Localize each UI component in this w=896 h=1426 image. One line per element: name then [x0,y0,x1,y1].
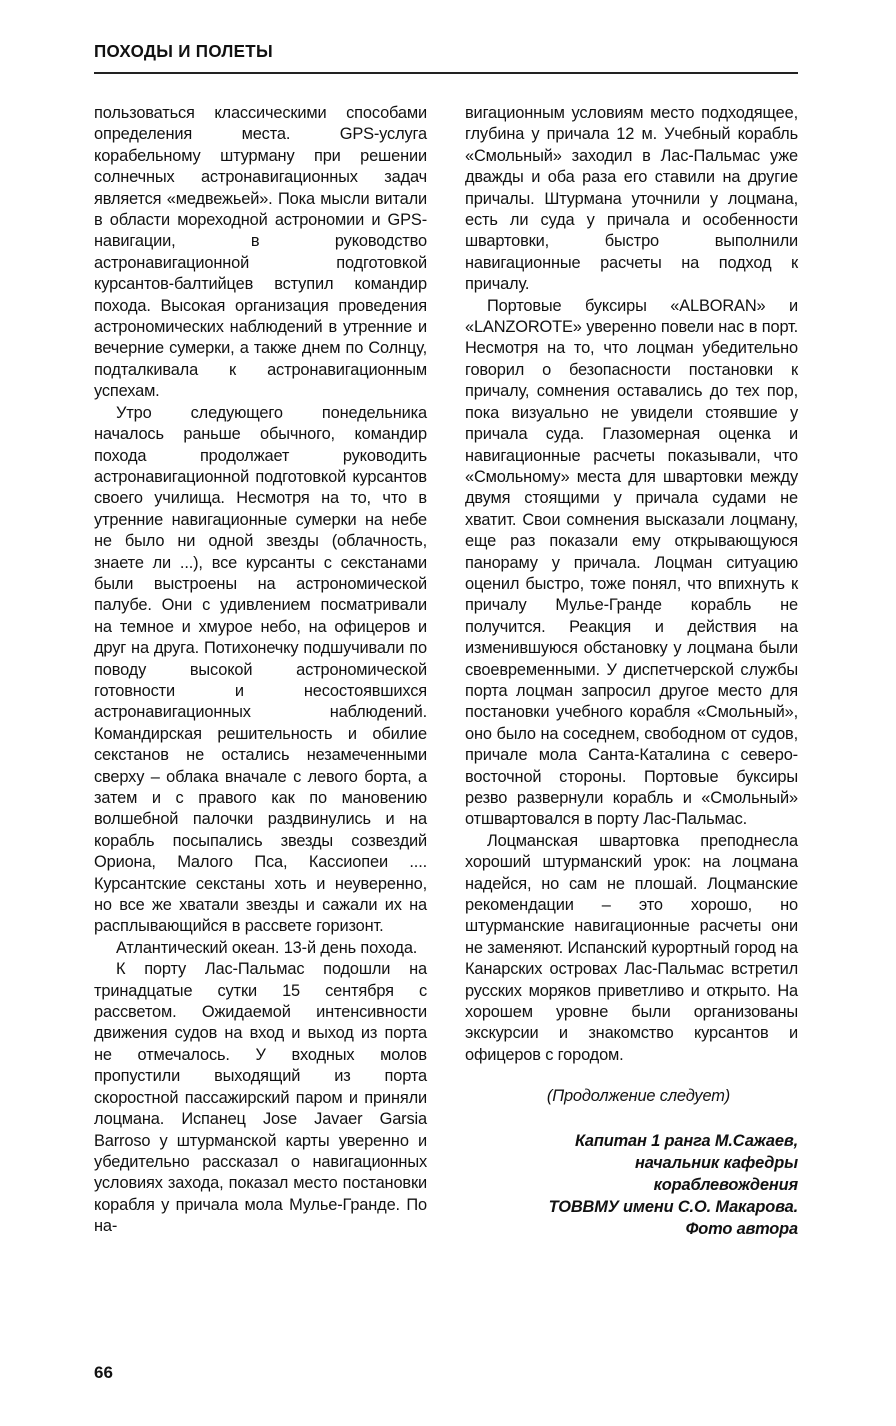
page-number: 66 [94,1363,113,1382]
section-title: ПОХОДЫ И ПОЛЕТЫ [94,41,273,62]
signature-line: Фото автора [685,1219,798,1238]
left-column [94,103,427,1238]
signature-line: начальник кафедры [635,1153,798,1172]
signature-line: кораблевождения [653,1175,798,1194]
paragraph: Лоцманская швартовка преподнесла хороший штурманский урок: на лоцмана надейся, но сам не плошай. Лоцманские рекомендации – это хорошо, но штурманские навигационные расчеты они не заменяют. Испанский курортный город на Канарских островах Лас-Пальмас встретил русских моряков приветливо и открыто. На хорошем уровне были организованы экскурсии и знакомство курсантов и офицеров с городом. [465,831,798,1064]
paragraph: вигационным условиям место подходящее, глубина у причала 12 м. Учебный корабль «Смольный» заходил в Лас-Пальмас уже дважды и оба раза его ставили на другие причалы. Штурмана уточнили у лоцмана, есть ли суда у причала и особенности швартовки, быстро выполнили навигационные расчеты на подход к причалу. [465,104,798,294]
paragraph: Атлантический океан. 13-й день похода. [116,938,418,957]
paragraph: пользоваться классическими способами определения места. GPS-услуга корабельному штурману при решении солнечных астронавигационных задач является «медвежьей». Пока мысли витали в области мореходной астрономии и GPS-навигации, в руководство астронавигационной подготовкой курсантов-балтийцев вступил командир похода. Высокая организация проведения астрономических наблюдений в утренние и вечерние сумерки, а также днем по Солнцу, подталкивала к астронавигационным успехам. [94,104,427,401]
paragraph: Портовые буксиры «ALBORAN» и «LANZOROTE» уверенно повели нас в порт. Несмотря на то, что лоцман убедительно говорил о безопасности постановки к причалу, сомнения оставались до тех пор, пока визуально не увидели стоявшие у причала суда. Глазомерная оценка и навигационные расчеты показывали, что «Смольному» места для швартовки между двумя стоящими у причала судами не хватит. Свои сомнения высказали лоцману, еще раз показали ему открывающуюся панораму у причала. Лоцман ситуацию оценил быстро, тоже понял, что впихнуть к причалу Мулье-Гранде корабль не получится. Реакция и действия на изменившуюся обстановку у лоцмана были своевременными. У диспетчерской службы порта лоцман запросил другое место для постановки учебного корабля «Смольный», оно было на соседнем, свободном от судов, причале мола Санта-Каталина с северо-восточной стороны. Портовые буксиры резво развернули корабль и «Смольный» отшвартовался в порту Лас-Пальмас. [465,296,798,829]
header-rule [94,72,798,74]
paragraph: Утро следующего понедельника началось раньше обычного, командир похода продолжает руководить астронавигационной подготовкой курсантов своего училища. Несмотря на то, что в утренние навигационные сумерки на небе не было ни одной звезды (облачность, знаете ли ...), все курсанты с секстанами были выстроены на астрономической палубе. Они с удивлением посматривали на темное и хмурое небо, на офицеров и друг на друга. Потихонечку подшучивали по поводу высокой астрономической готовности и несостоявшихся астронавигационных наблюдений. Командирская решительность и обилие секстанов не остались незамеченными сверху – облака вначале с левого борта, а затем и с правого как по мановению волшебной палочки раздвинулись и на корабль посыпались звезды созвездий Ориона, Малого Пса, Кассиопеи .... Курсантские секстаны хоть и неуверенно, но все же хватали звезды и сажали их на расплывающийся в рассвете горизонт. [94,403,427,936]
author-signature [465,1130,798,1240]
paragraph: К порту Лас-Пальмас подошли на тринадцатые сутки 15 сентября с рассветом. Ожидаемой интенсивности движения судов на вход и выход из порта не отмечалось. У входных молов пропустили выходящий из порта скоростной пассажирский паром и приняли лоцмана. Испанец Jose Javaer Garsia Barroso у штурманской карты уверенно и убедительно рассказал о навигационных условиях захода, показал место постановки корабля у причала мола Мулье-Гранде. По на- [94,960,427,1236]
signature-line: ТОВВМУ имени С.О. Макарова. [548,1197,798,1216]
continued-note: (Продолжение следует) [546,1087,731,1106]
signature-line: Капитан 1 ранга М.Сажаев, [574,1131,798,1150]
right-column [465,103,798,1240]
